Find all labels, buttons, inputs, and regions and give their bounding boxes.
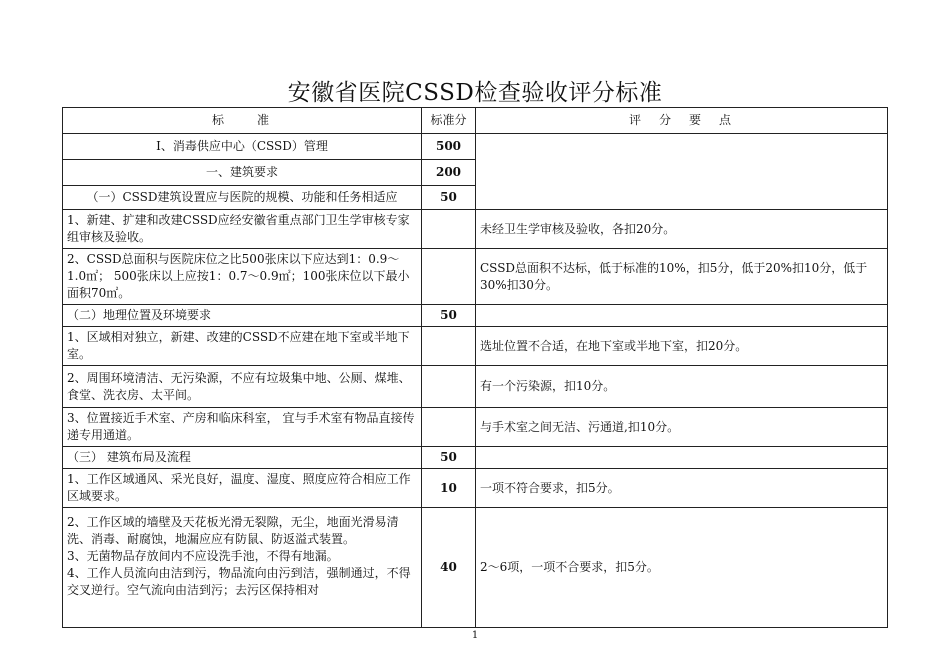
table-row <box>63 327 888 366</box>
row-criteria: 与手术室之间无洁、污通道,扣10分。 <box>476 408 888 447</box>
row-standard: （三） 建筑布局及流程 <box>63 447 422 469</box>
row-standard: 1、工作区域通风、采光良好，温度、湿度、照度应符合相应工作区域要求。 <box>63 469 422 508</box>
table-header-row <box>63 108 888 134</box>
table-row <box>63 210 888 249</box>
table-row <box>63 469 888 508</box>
row-score <box>422 210 476 249</box>
header-standard: 标 准 <box>63 108 422 134</box>
row-criteria: 有一个污染源，扣10分。 <box>476 366 888 408</box>
table-row <box>63 249 888 305</box>
table-row <box>63 508 888 628</box>
document-title: 安徽省医院CSSD检查验收评分标准 <box>287 80 663 106</box>
row-criteria: 一项不符合要求，扣5分。 <box>476 469 888 508</box>
row-standard: （二）地理位置及环境要求 <box>63 305 422 327</box>
table-row <box>63 447 888 469</box>
row-standard: 3、位置接近手术室、产房和临床科室， 宜与手术室有物品直接传递专用通道。 <box>63 408 422 447</box>
row-standard: 1、区域相对独立，新建、改建的CSSD不应建在地下室或半地下室。 <box>63 327 422 366</box>
row-standard: 2、CSSD总面积与医院床位之比500张床以下应达到1：0.9～1.0㎡； 500张床以上应按1：0.7～0.9㎡；100张床位以下最小面积70㎡。 <box>63 249 422 305</box>
row-criteria: 选址位置不合适，在地下室或半地下室，扣20分。 <box>476 327 888 366</box>
row-score <box>422 249 476 305</box>
row-criteria <box>476 134 888 210</box>
row-criteria: 2～6项，一项不合要求，扣5分。 <box>476 508 888 628</box>
row-score: 50 <box>422 186 476 210</box>
standard-line: 4、工作人员流向由洁到污，物品流向由污到洁，强制通过，不得交叉逆行。空气流向由洁到污；去污区保持相对 <box>67 566 411 597</box>
row-score: 10 <box>422 469 476 508</box>
row-score: 50 <box>422 305 476 327</box>
header-score: 标准分 <box>422 108 476 134</box>
table-row <box>63 408 888 447</box>
table-row <box>63 366 888 408</box>
row-criteria <box>476 447 888 469</box>
standard-line: 3、无菌物品存放间内不应设洗手池，不得有地漏。 <box>67 549 339 563</box>
row-criteria <box>476 305 888 327</box>
page-number: 1 <box>471 630 479 641</box>
row-standard: （一）CSSD建筑设置应与医院的规模、功能和任务相适应 <box>63 186 422 210</box>
table-row <box>63 305 888 327</box>
row-criteria: CSSD总面积不达标，低于标准的10%，扣5分，低于20%扣10分，低于30%扣30分。 <box>476 249 888 305</box>
row-standard: Ⅰ、消毒供应中心（CSSD）管理 <box>63 134 422 160</box>
table-row <box>63 134 888 160</box>
row-score: 500 <box>422 134 476 160</box>
row-score: 50 <box>422 447 476 469</box>
row-score <box>422 366 476 408</box>
row-score <box>422 408 476 447</box>
row-score: 200 <box>422 160 476 186</box>
row-standard: 一、建筑要求 <box>63 160 422 186</box>
row-standard: 2、周围环境清洁、无污染源，不应有垃圾集中地、公厕、煤堆、食堂、洗衣房、太平间。 <box>63 366 422 408</box>
scoring-table <box>62 107 888 628</box>
row-score <box>422 327 476 366</box>
standard-line: 2、工作区域的墙壁及天花板光滑无裂隙，无尘，地面光滑易清洗、消毒、耐腐蚀，地漏应应有防鼠、防返溢式装置。 <box>67 515 399 546</box>
row-criteria: 未经卫生学审核及验收，各扣20分。 <box>476 210 888 249</box>
header-criteria: 评 分 要 点 <box>476 108 888 134</box>
row-standard-multi <box>63 508 422 628</box>
row-standard: 1、新建、扩建和改建CSSD应经安徽省重点部门卫生学审核专家组审核及验收。 <box>63 210 422 249</box>
row-score: 40 <box>422 508 476 628</box>
